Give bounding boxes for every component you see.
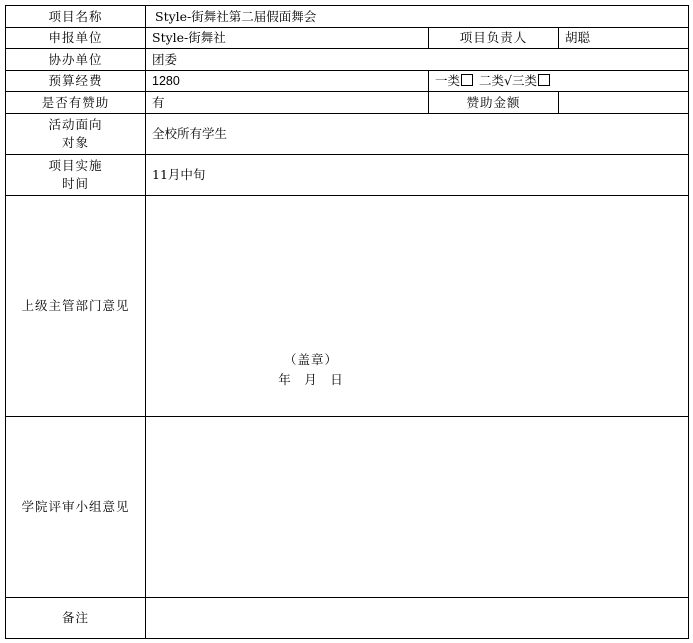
audience-label-line2: 对象: [61, 135, 89, 150]
audience-value: 全校所有学生: [146, 114, 689, 155]
category-1-label: 一类: [435, 73, 461, 88]
time-label-line2: 时间: [61, 176, 89, 191]
project-name-text: Style-街舞社第二届假面舞会: [155, 8, 317, 24]
sponsor-value: 有: [146, 92, 429, 114]
category-selector: [429, 71, 689, 92]
project-name-label: 项目名称: [6, 6, 146, 28]
co-org-label: 协办单位: [6, 49, 146, 71]
row-applicant: [6, 28, 689, 49]
row-budget: [6, 71, 689, 92]
row-audience: [6, 114, 689, 155]
time-label-line1: 项目实施: [48, 158, 103, 173]
supervisor-label: 上级主管部门意见: [6, 196, 146, 417]
project-name-value: [146, 6, 689, 28]
date-month: 月: [304, 372, 318, 387]
leader-label: 项目负责人: [429, 28, 559, 49]
applicant-value: Style-街舞社: [146, 28, 429, 49]
audience-label-line1: 活动面向: [48, 117, 103, 132]
supervisor-opinion-area[interactable]: [146, 196, 689, 417]
review-opinion-area[interactable]: [146, 417, 689, 598]
sponsor-amount-label: 赞助金额: [429, 92, 559, 114]
remarks-area[interactable]: [146, 598, 689, 639]
seal-area: [146, 196, 688, 416]
seal-date: [266, 370, 356, 390]
remarks-label: 备注: [6, 598, 146, 639]
review-label: 学院评审小组意见: [6, 417, 146, 598]
applicant-label: 申报单位: [6, 28, 146, 49]
project-application-form: [5, 5, 689, 639]
category-2-label: 二类: [479, 73, 505, 88]
leader-value: 胡聪: [559, 28, 689, 49]
date-day: 日: [330, 372, 344, 387]
sponsor-amount-value[interactable]: [559, 92, 689, 114]
date-year: 年: [278, 372, 292, 387]
category-2-checkmark[interactable]: √: [504, 73, 512, 88]
row-co-org: [6, 49, 689, 71]
sponsor-label: 是否有赞助: [6, 92, 146, 114]
category-3-label: 三类: [511, 73, 537, 88]
budget-label: 预算经费: [6, 71, 146, 92]
row-sponsor: [6, 92, 689, 114]
audience-label: [6, 114, 146, 155]
row-remarks: [6, 598, 689, 639]
row-review-opinion: [6, 417, 689, 598]
time-label: [6, 155, 146, 196]
seal-block: [266, 350, 356, 390]
row-supervisor-opinion: [6, 196, 689, 417]
row-time: [6, 155, 689, 196]
time-value: 11月中旬: [146, 155, 689, 196]
seal-text: （盖章）: [283, 352, 338, 367]
row-project-name: [6, 6, 689, 28]
category-3-checkbox[interactable]: [538, 74, 550, 86]
category-1-checkbox[interactable]: [461, 74, 473, 86]
co-org-value: 团委: [146, 49, 689, 71]
budget-value: 1280: [146, 71, 429, 92]
